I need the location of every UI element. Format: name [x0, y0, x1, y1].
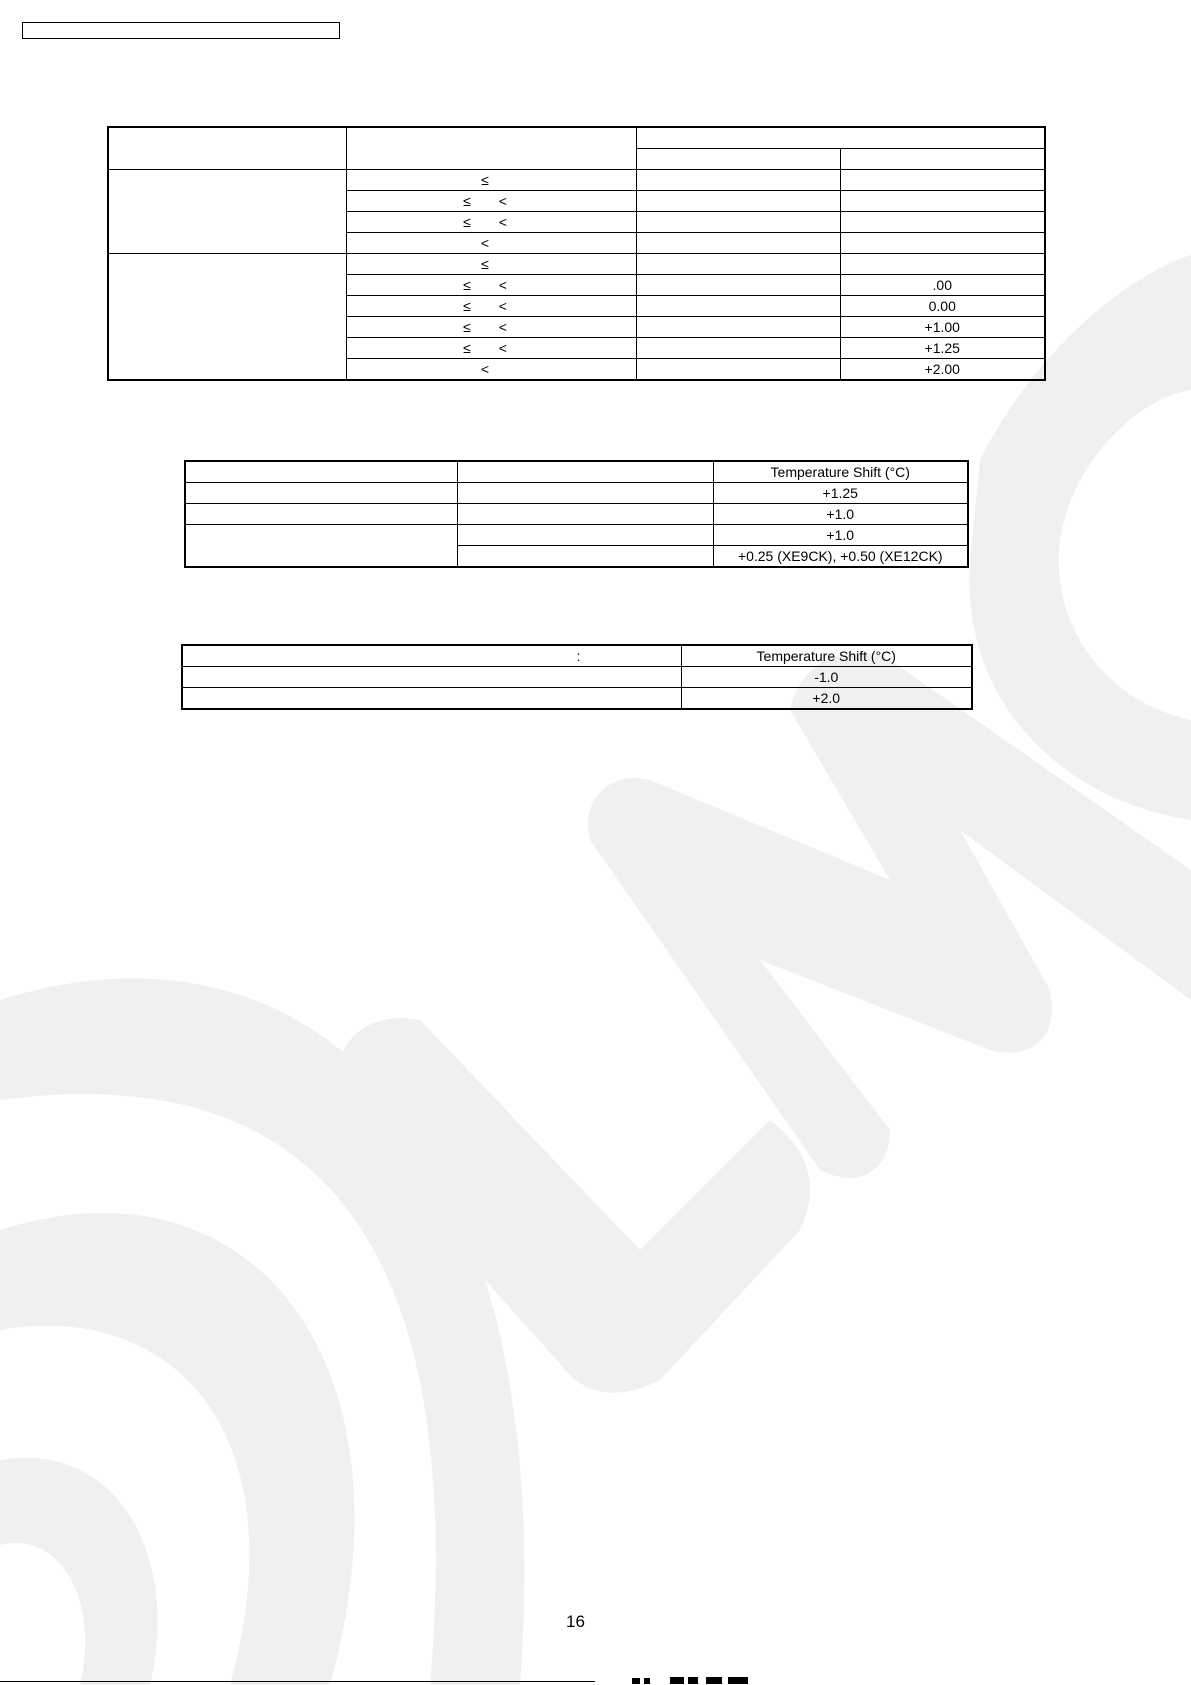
range-cell: ≤ <: [346, 338, 636, 359]
table-cell: [185, 483, 457, 504]
table-group-cell: [185, 525, 457, 568]
table-cell: [636, 296, 840, 317]
value-cell: +2.0: [681, 688, 972, 710]
table-cell: [636, 338, 840, 359]
table-header-row: [182, 645, 972, 667]
table-cell: [457, 483, 713, 504]
value-cell: +0.25 (XE9CK), +0.50 (XE12CK): [713, 546, 968, 568]
table-row: [182, 688, 972, 710]
table-row: [108, 170, 1045, 191]
table-header-row: [185, 461, 968, 483]
value-cell: [840, 233, 1045, 254]
value-cell: +1.0: [713, 504, 968, 525]
table-group-cell: [108, 254, 346, 381]
table-cell: [636, 254, 840, 275]
table-cell: [636, 212, 840, 233]
value-cell: +2.00: [840, 359, 1045, 381]
table-cell: [636, 170, 840, 191]
range-cell: ≤ <: [346, 275, 636, 296]
table-cell: [636, 359, 840, 381]
header-box: [22, 22, 340, 39]
range-cell: ≤ <: [346, 317, 636, 338]
table-header-cell: [457, 461, 713, 483]
value-cell: [840, 254, 1045, 275]
range-cell: ≤ <: [346, 191, 636, 212]
temperature-range-table: [107, 126, 1046, 381]
temperature-shift-table-a: [184, 460, 969, 568]
value-cell: 0.00: [840, 296, 1045, 317]
temperature-shift-table-b: [181, 644, 973, 710]
table-header-row: [108, 127, 1045, 149]
value-cell: -1.0: [681, 667, 972, 688]
range-cell: ≤ <: [346, 212, 636, 233]
value-cell: +1.00: [840, 317, 1045, 338]
table-cell: [636, 191, 840, 212]
table-header-cell: :: [182, 645, 681, 667]
table-group-cell: [108, 170, 346, 254]
footer-rule: [0, 1681, 595, 1682]
table-header-cell: [108, 127, 346, 170]
table-row: [185, 525, 968, 546]
table-cell: [636, 317, 840, 338]
value-cell: [840, 170, 1045, 191]
range-cell: <: [346, 233, 636, 254]
table-cell: [182, 667, 681, 688]
table-row: [185, 483, 968, 504]
footer-marks: [630, 1676, 760, 1684]
value-cell: +1.25: [713, 483, 968, 504]
table-row: [185, 504, 968, 525]
value-cell: [840, 191, 1045, 212]
range-cell: ≤: [346, 170, 636, 191]
value-cell: .00: [840, 275, 1045, 296]
table-subheader-cell: [636, 149, 840, 170]
table-header-group: [636, 127, 1045, 149]
page-number: 16: [566, 1612, 585, 1631]
table-header-cell: [346, 127, 636, 170]
table-cell: [457, 504, 713, 525]
table-cell: [185, 504, 457, 525]
range-cell: ≤ <: [346, 296, 636, 317]
range-cell: <: [346, 359, 636, 381]
table-row: [182, 667, 972, 688]
table-cell: [636, 275, 840, 296]
table-cell: [457, 525, 713, 546]
temperature-shift-header: Temperature Shift (°C): [681, 645, 972, 667]
table-cell: [636, 233, 840, 254]
table-header-cell: [185, 461, 457, 483]
value-cell: +1.0: [713, 525, 968, 546]
table-subheader-cell: [840, 149, 1045, 170]
table-cell: [182, 688, 681, 710]
temperature-shift-header: Temperature Shift (°C): [713, 461, 968, 483]
table-row: [108, 254, 1045, 275]
value-cell: [840, 212, 1045, 233]
table-cell: [457, 546, 713, 568]
value-cell: +1.25: [840, 338, 1045, 359]
range-cell: ≤: [346, 254, 636, 275]
